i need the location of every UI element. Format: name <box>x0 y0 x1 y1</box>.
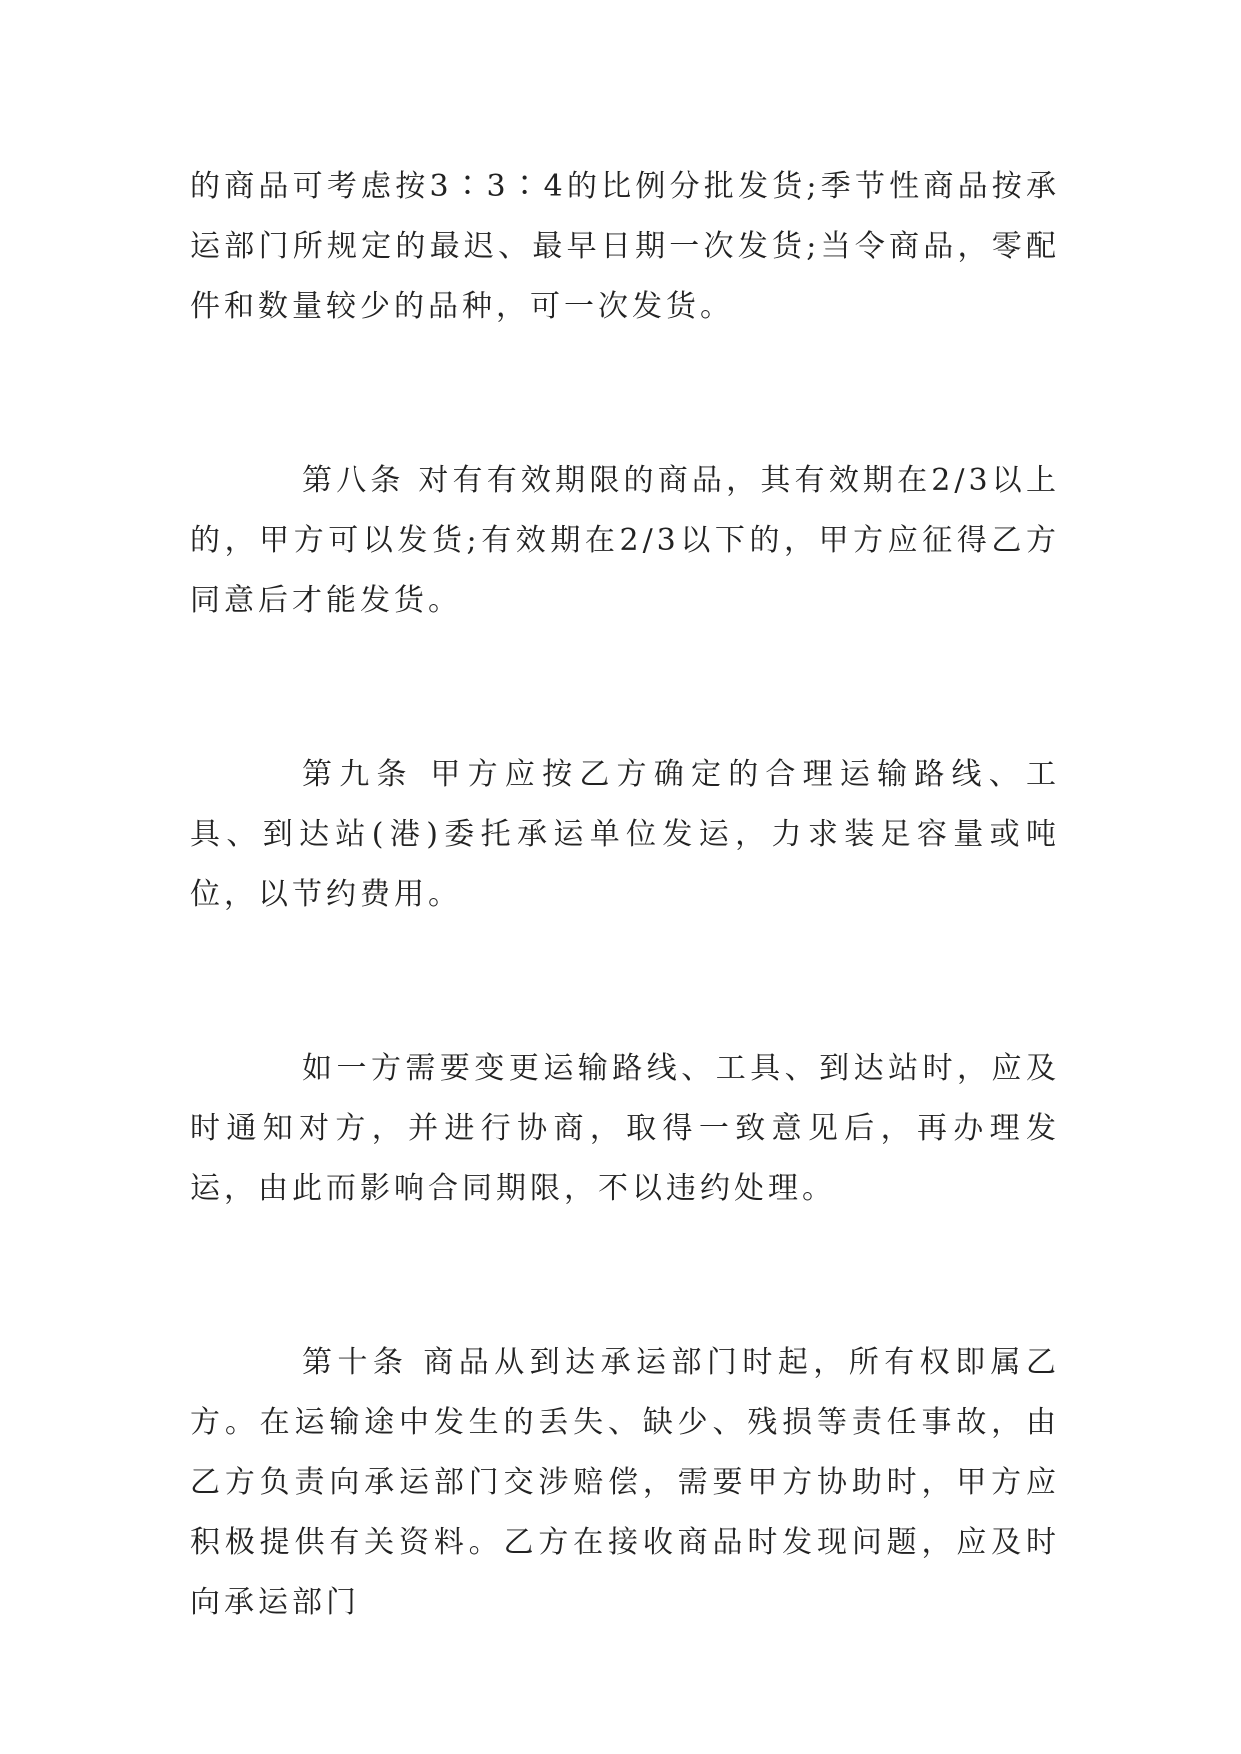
paragraph-article-8: 第八条 对有有效期限的商品，其有效期在2/3以上的，甲方可以发货;有效期在2/3以下的，甲方应征得乙方同意后才能发货。 <box>190 463 1060 618</box>
paragraph-route-change: 如一方需要变更运输路线、工具、到达站时，应及时通知对方，并进行协商，取得一致意见后，再办理发运，由此而影响合同期限，不以违约处理。 <box>190 1051 1060 1206</box>
paragraph-article-10: 第十条 商品从到达承运部门时起，所有权即属乙方。在运输途中发生的丢失、缺少、残损等责任事故，由乙方负责向承运部门交涉赔偿，需要甲方协助时，甲方应积极提供有关资料。乙方在接收商品时发现问题，应及时向承运部门 <box>190 1345 1060 1620</box>
paragraph-article-9: 第九条 甲方应按乙方确定的合理运输路线、工具、到达站(港)委托承运单位发运，力求装足容量或吨位，以节约费用。 <box>190 757 1060 912</box>
paragraph-shipping-batches: 的商品可考虑按3∶3∶4的比例分批发货;季节性商品按承运部门所规定的最迟、最早日期一次发货;当令商品，零配件和数量较少的品种，可一次发货。 <box>190 169 1060 324</box>
